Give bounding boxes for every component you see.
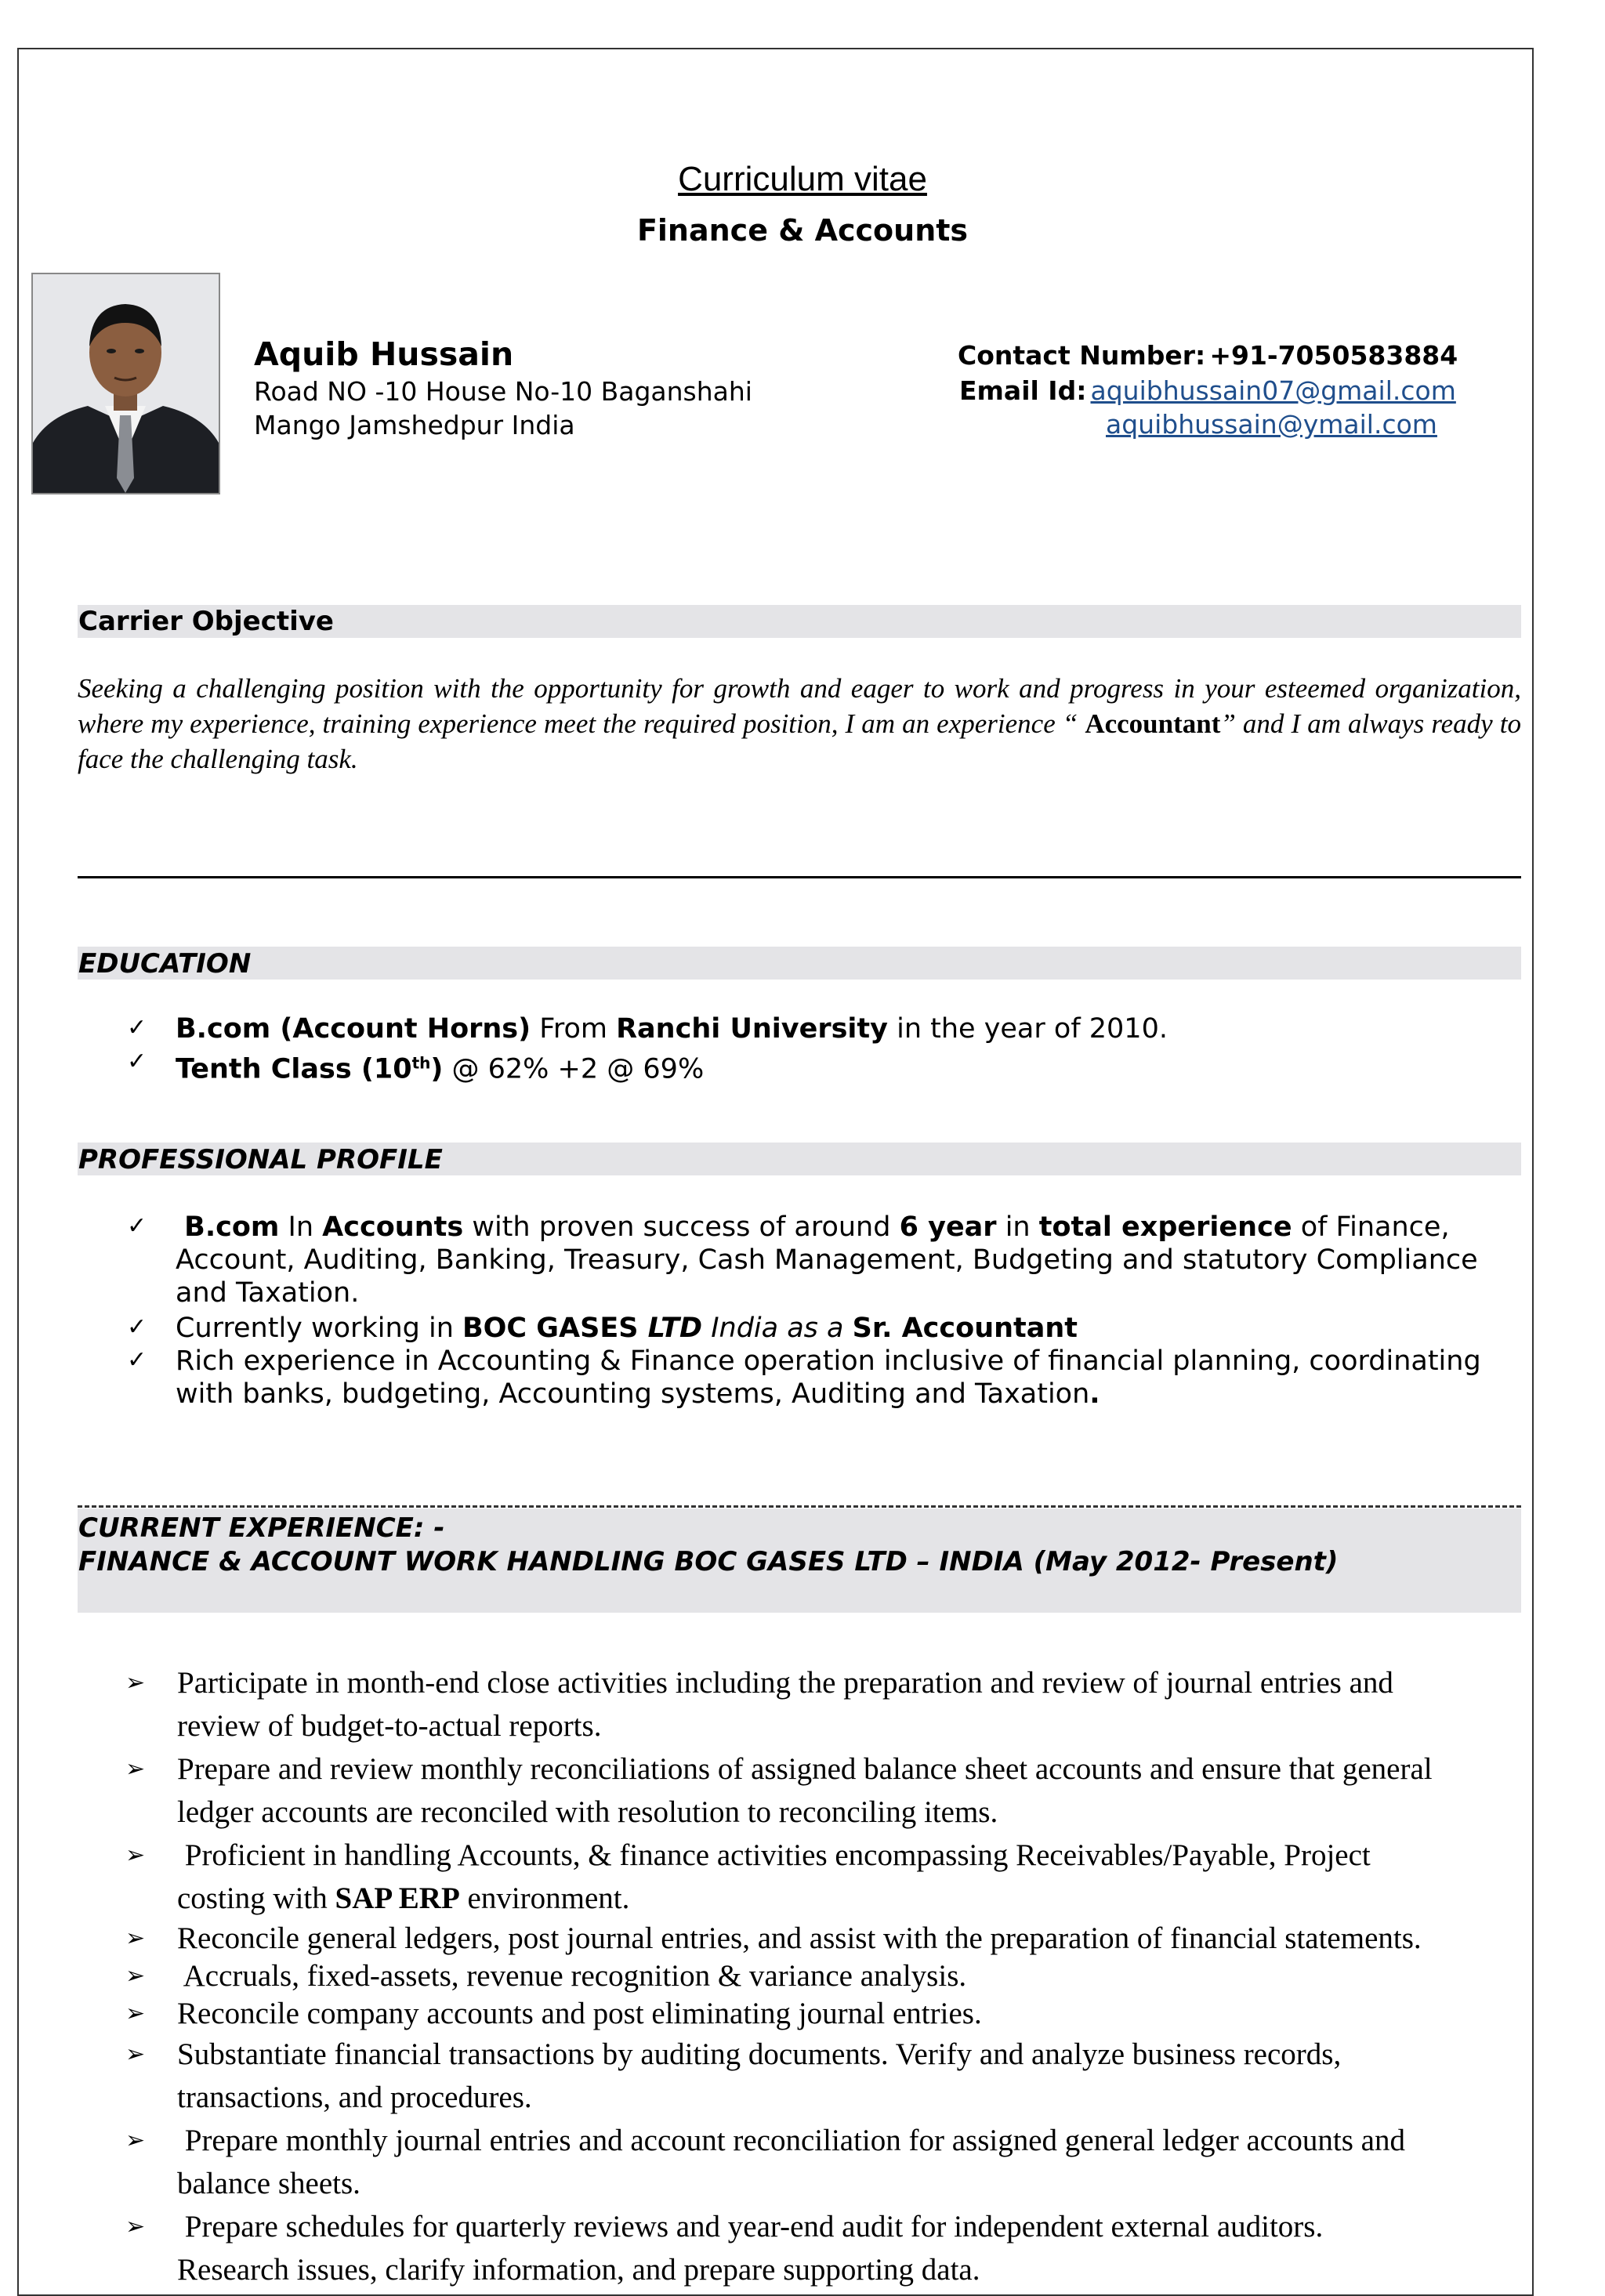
- objective-text-part1: Seeking a challenging position with the opportunity for growth and eager to work and progress in your esteemed organization, where my experience, training experience meet the required position, I am an experience “: [78, 673, 1521, 739]
- text: From: [531, 1013, 617, 1045]
- experience-heading-2: FINANCE & ACCOUNT WORK HANDLING BOC GASES LTD – INDIA (May 2012- Present): [78, 1546, 1339, 1577]
- superscript: th: [411, 1053, 431, 1072]
- text: environment.: [459, 1881, 630, 1915]
- text: Research issues, clarify information, and prepare supporting data.: [177, 2253, 980, 2287]
- education-item-2: [127, 1046, 704, 1086]
- email-row: [959, 375, 1456, 406]
- person-avatar-icon: [33, 274, 219, 493]
- email-link-1[interactable]: aquibhussain07@gmail.com: [1090, 375, 1456, 406]
- text: LTD: [647, 1313, 703, 1344]
- text: Reconcile company accounts and post eliminating journal entries.: [177, 1997, 982, 2030]
- list-item: [125, 2205, 1528, 2291]
- contact-number: +91-7050583884: [1209, 340, 1458, 371]
- text: ): [430, 1053, 444, 1085]
- text: BOC GASES: [462, 1313, 648, 1344]
- text: Proficient in handling Accounts, & finance activities encompassing Receivables/Payable, Project: [177, 1838, 1371, 1872]
- person-name: Aquib Hussain: [254, 335, 514, 373]
- profile-item-1: [127, 1211, 1506, 1309]
- address-line-1: Road NO -10 House No-10 Baganshahi: [254, 376, 752, 407]
- text: Prepare schedules for quarterly reviews and year-end audit for independent external auditors.: [177, 2210, 1324, 2243]
- text: transactions, and procedures.: [177, 2081, 532, 2114]
- email-link-2[interactable]: aquibhussain@ymail.com: [1106, 409, 1437, 440]
- text: Rich experience in Accounting & Finance operation inclusive of financial planning, coordinating: [176, 1345, 1481, 1377]
- check-icon: ✓: [127, 1048, 147, 1075]
- text: with banks, budgeting, Accounting systems, Auditing and Taxation: [176, 1378, 1090, 1410]
- cv-title: Curriculum vitae: [678, 160, 927, 198]
- list-item: [125, 1834, 1528, 1920]
- text: B.com: [184, 1211, 280, 1243]
- arrow-bullet-icon: ➢: [125, 1925, 146, 1952]
- profile-item-3: [127, 1345, 1506, 1411]
- list-item: [125, 2119, 1528, 2205]
- check-icon: ✓: [127, 1346, 147, 1374]
- text: Sr. Accountant: [852, 1313, 1078, 1344]
- text: Reconcile general ledgers, post journal entries, and assist with the preparation of financial statements.: [177, 1921, 1422, 1955]
- text: in the year of 2010.: [887, 1013, 1168, 1045]
- education-item-1: [127, 1012, 1168, 1045]
- check-icon: ✓: [127, 1014, 147, 1041]
- objective-heading: Carrier Objective: [78, 606, 334, 637]
- contact-row: [958, 340, 1458, 371]
- arrow-bullet-icon: ➢: [125, 2041, 146, 2068]
- text: Accruals, fixed-assets, revenue recognition & variance analysis.: [177, 1959, 967, 1993]
- tenth-class: Tenth Class (10: [176, 1053, 412, 1085]
- text: balance sheets.: [177, 2167, 360, 2200]
- list-item: [125, 1920, 1528, 1957]
- profile-photo: [31, 273, 220, 494]
- arrow-bullet-icon: ➢: [125, 1962, 146, 1990]
- text: review of budget-to-actual reports.: [177, 1709, 602, 1743]
- text: .: [1089, 1378, 1100, 1410]
- text: Accounts: [322, 1211, 464, 1243]
- cv-subtitle: Finance & Accounts: [636, 213, 969, 248]
- email-row-2: [1106, 409, 1437, 440]
- list-item: [125, 1995, 1528, 2033]
- scores: @ 62% +2 @ 69%: [443, 1053, 705, 1085]
- arrow-bullet-icon: ➢: [125, 2213, 146, 2240]
- text: and Taxation.: [176, 1277, 360, 1309]
- profile-heading: PROFESSIONAL PROFILE: [78, 1144, 443, 1175]
- text: India: [702, 1313, 779, 1344]
- text: with proven success of around: [463, 1211, 900, 1243]
- section-divider: [78, 876, 1521, 878]
- experience-heading-1: CURRENT EXPERIENCE: -: [78, 1512, 445, 1544]
- education-band: [78, 947, 1521, 980]
- degree: B.com (Account Horns): [176, 1013, 531, 1045]
- objective-text-bold: Accountant: [1085, 708, 1221, 739]
- arrow-bullet-icon: ➢: [125, 2000, 146, 2027]
- text: In: [279, 1211, 323, 1243]
- email-label: Email Id:: [959, 375, 1087, 406]
- text: as a: [778, 1313, 853, 1344]
- text: 6 year: [899, 1211, 997, 1243]
- text: in: [996, 1211, 1039, 1243]
- list-item: [125, 1661, 1528, 1747]
- education-heading: EDUCATION: [78, 948, 252, 980]
- arrow-bullet-icon: ➢: [125, 1755, 146, 1783]
- objective-text-part2: ” and I am always ready to face the challenging task.: [78, 708, 1521, 774]
- text: Prepare and review monthly reconciliations of assigned balance sheet accounts and ensure that general: [177, 1752, 1433, 1786]
- profile-item-2: [127, 1312, 1506, 1345]
- text: SAP ERP: [335, 1881, 460, 1915]
- arrow-bullet-icon: ➢: [125, 1669, 146, 1697]
- text: ledger accounts are reconciled with resolution to reconciling items.: [177, 1795, 998, 1829]
- dashed-divider: [78, 1505, 1521, 1508]
- arrow-bullet-icon: ➢: [125, 2127, 146, 2154]
- text: costing with: [177, 1881, 335, 1915]
- objective-text: [78, 671, 1521, 777]
- text: Participate in month-end close activities including the preparation and review of journal entries and: [177, 1666, 1393, 1700]
- text: Account, Auditing, Banking, Treasury, Cash Management, Budgeting and statutory Compliance: [176, 1244, 1478, 1276]
- text: Substantiate financial transactions by auditing documents. Verify and analyze business records,: [177, 2037, 1342, 2071]
- address-line-2: Mango Jamshedpur India: [254, 410, 575, 440]
- check-icon: ✓: [127, 1212, 147, 1240]
- check-icon: ✓: [127, 1313, 147, 1341]
- text: Prepare monthly journal entries and account reconciliation for assigned general ledger accounts and: [177, 2124, 1405, 2157]
- arrow-bullet-icon: ➢: [125, 1842, 146, 1869]
- text: total experience: [1038, 1211, 1292, 1243]
- list-item: [125, 1957, 1528, 1995]
- text: Currently working in: [176, 1313, 462, 1344]
- list-item: [125, 2033, 1528, 2119]
- list-item: [125, 1747, 1528, 1834]
- university: Ranchi University: [616, 1013, 888, 1045]
- contact-label: Contact Number:: [958, 340, 1206, 371]
- text: of Finance,: [1292, 1211, 1450, 1243]
- experience-list: [125, 1661, 1528, 2291]
